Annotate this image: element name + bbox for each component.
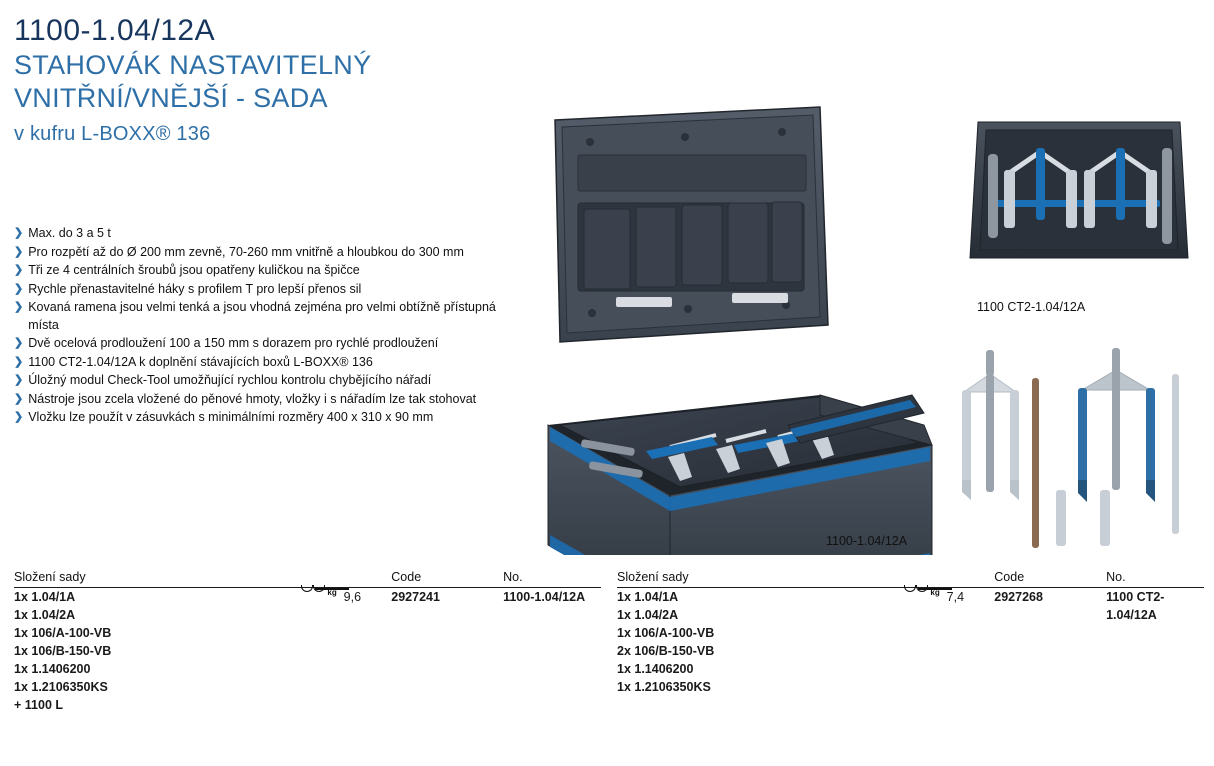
feature-list — [14, 225, 514, 428]
cell-weight — [916, 642, 994, 660]
cell-code — [994, 624, 1106, 642]
cell-code — [994, 642, 1106, 660]
table-row — [617, 642, 1204, 660]
cell-name: 1x 1.04/1A — [617, 590, 679, 604]
chevron-right-icon: ❯ — [14, 227, 24, 239]
table-row — [14, 696, 601, 714]
table-row — [14, 624, 601, 642]
chevron-right-icon: ❯ — [14, 355, 24, 368]
cell-no — [503, 624, 601, 642]
cell-name: + 1100 L — [14, 698, 63, 712]
chevron-right-icon: ❯ — [14, 411, 24, 423]
feature-item — [14, 299, 514, 334]
cell-code — [994, 660, 1106, 678]
table-header-row — [617, 570, 1204, 588]
chevron-right-icon: ❯ — [14, 337, 24, 349]
feature-text: Vložku lze použít v zásuvkách s minimálními rozměry 400 x 310 x 90 mm — [28, 410, 434, 424]
chevron-right-icon: ❯ — [14, 245, 24, 258]
chevron-right-icon: ❯ — [14, 374, 24, 386]
feature-item — [14, 281, 514, 299]
table-header-row — [14, 570, 601, 588]
cell-code — [391, 696, 503, 714]
cell-weight — [313, 660, 391, 678]
cell-no — [1106, 624, 1204, 642]
cell-weight: 9,6 — [343, 590, 362, 604]
cell-name: 1x 106/B-150-VB — [14, 644, 112, 658]
caption-main-photo: 1100-1.04/12A — [826, 534, 908, 548]
feature-item — [14, 244, 514, 262]
cell-name: 1x 1.2106350KS — [617, 680, 711, 694]
cell-code — [391, 660, 503, 678]
composition-table-1 — [14, 570, 601, 714]
table-row — [14, 642, 601, 660]
cell-code — [391, 642, 503, 660]
table-row — [14, 606, 601, 624]
table-row — [14, 660, 601, 678]
cell-name: 1x 106/A-100-VB — [617, 626, 715, 640]
feature-item — [14, 354, 514, 372]
header-code: Code — [391, 570, 503, 588]
cell-code — [994, 606, 1106, 624]
feature-text: Nástroje jsou zcela vložené do pěnové hmoty, vložky i s nářadím lze tak stohovat — [28, 391, 477, 406]
cell-no — [503, 642, 601, 660]
cell-code — [391, 678, 503, 696]
cell-code — [391, 624, 503, 642]
header-set-composition: Složení sady — [617, 570, 916, 588]
feature-text: Úložný modul Check-Tool umožňující rychlou kontrolu chybějícího nářadí — [28, 373, 432, 387]
cell-name: 1x 106/A-100-VB — [14, 626, 112, 640]
cell-name: 1x 1.2106350KS — [14, 680, 108, 694]
header-set-composition: Složení sady — [14, 570, 313, 588]
cell-code: 2927268 — [994, 590, 1043, 604]
feature-item — [14, 391, 514, 409]
cell-weight — [313, 624, 391, 642]
cell-name: 1x 1.1406200 — [14, 662, 91, 676]
feature-item — [14, 372, 514, 390]
product-subtitle: v kufru L-BOXX® 136 — [14, 123, 211, 145]
product-photo-ct2-insert — [966, 108, 1192, 283]
feature-item — [14, 225, 514, 243]
cell-weight — [916, 624, 994, 642]
chevron-right-icon: ❯ — [14, 264, 24, 276]
cell-name: 1x 1.04/1A — [14, 590, 76, 604]
cell-weight — [916, 678, 994, 696]
product-title-line1: STAHOVÁK NASTAVITELNÝ — [14, 50, 372, 80]
header-weight: kg — [313, 570, 391, 588]
cell-no: 1.04/12A — [1106, 608, 1157, 622]
cell-no — [503, 606, 601, 624]
composition-tables — [14, 570, 1204, 714]
header-code: Code — [994, 570, 1106, 588]
cell-no — [503, 696, 601, 714]
feature-text: Kovaná ramena jsou velmi tenká a jsou vhodná zejména pro velmi obtížně přístupná místa — [28, 300, 496, 332]
product-photo-pullers — [960, 340, 1200, 555]
table-row — [617, 678, 1204, 696]
feature-text: Max. do 3 a 5 t — [28, 226, 111, 240]
chevron-right-icon: ❯ — [14, 392, 24, 405]
cell-no — [503, 678, 601, 696]
cell-no — [1106, 642, 1204, 660]
cell-weight — [313, 678, 391, 696]
cell-no: 1100 CT2- — [1106, 590, 1165, 604]
cell-weight — [313, 606, 391, 624]
cell-weight — [313, 642, 391, 660]
cell-weight — [313, 696, 391, 714]
feature-text: Dvě ocelová prodloužení 100 a 150 mm s dorazem pro rychlé prodloužení — [28, 336, 439, 350]
cell-no — [503, 660, 601, 678]
cell-no: 1100-1.04/12A — [503, 590, 586, 604]
header — [14, 14, 554, 146]
cell-no — [1106, 678, 1204, 696]
cell-name: 2x 106/B-150-VB — [617, 644, 715, 658]
cell-name: 1x 1.04/2A — [617, 608, 679, 622]
header-weight: kg — [916, 570, 994, 588]
feature-text: Tři ze 4 centrálních šroubů jsou opatřeny kuličkou na špičce — [28, 263, 360, 277]
chevron-right-icon: ❯ — [14, 282, 24, 295]
product-title-line2: VNITŘNÍ/VNĚJŠÍ - SADA — [14, 83, 328, 113]
table-row — [14, 678, 601, 696]
feature-item — [14, 262, 514, 280]
table-row — [617, 660, 1204, 678]
cell-weight — [916, 660, 994, 678]
composition-table-2 — [617, 570, 1204, 714]
cell-code — [994, 678, 1106, 696]
feature-text: Pro rozpětí až do Ø 200 mm zevně, 70-260 mm vnitřně a hloubkou do 300 mm — [28, 244, 464, 259]
cell-code: 2927241 — [391, 590, 440, 604]
table-row — [617, 624, 1204, 642]
feature-item — [14, 409, 514, 427]
header-no: No. — [503, 570, 601, 588]
feature-item — [14, 335, 514, 353]
cell-no — [1106, 660, 1204, 678]
cell-weight — [916, 606, 994, 624]
caption-ct2-photo: 1100 CT2-1.04/12A — [977, 300, 1086, 314]
cell-weight: 7,4 — [946, 590, 965, 604]
chevron-right-icon: ❯ — [14, 301, 24, 313]
cell-name: 1x 1.04/2A — [14, 608, 76, 622]
header-no: No. — [1106, 570, 1204, 588]
table-row — [617, 606, 1204, 624]
feature-text: Rychle přenastavitelné háky s profilem T pro lepší přenos sil — [28, 281, 362, 296]
product-code: 1100-1.04/12A — [14, 14, 216, 47]
cell-name: 1x 1.1406200 — [617, 662, 694, 676]
feature-text: 1100 CT2-1.04/12A k doplnění stávajících boxů L-BOXX® 136 — [28, 354, 373, 369]
product-photo-lboxx-case — [520, 95, 940, 555]
cell-code — [391, 606, 503, 624]
